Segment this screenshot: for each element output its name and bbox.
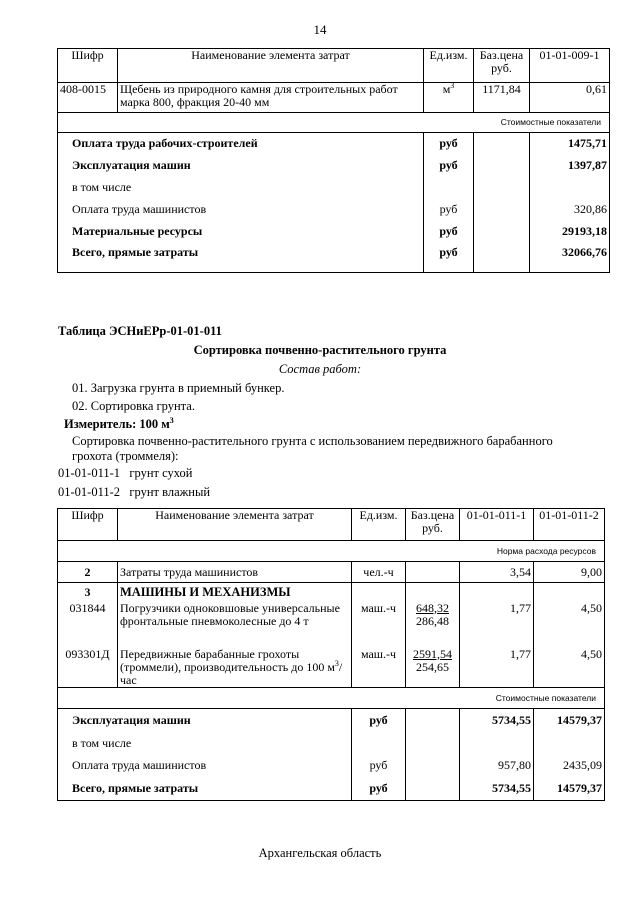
header-code: Шифр: [58, 509, 118, 541]
summary-label: в том числе: [58, 733, 352, 755]
row-value-1: 3,54: [460, 562, 534, 583]
summary-label: Оплата труда машинистов: [58, 199, 424, 221]
machine-unit: маш.-ч: [352, 648, 406, 688]
summary-unit: руб: [352, 709, 406, 733]
summary-unit: руб: [424, 221, 474, 243]
row-unit: чел.-ч: [352, 562, 406, 583]
header-norm-2: 01-01-011-2: [534, 509, 605, 541]
description: Сортировка почвенно-растительного грунта с использованием передвижного барабанного грохота (троммеля):: [72, 434, 553, 463]
header-norm: 01-01-009-1: [530, 49, 610, 83]
summary-unit: руб: [424, 155, 474, 177]
header-name: Наименование элемента затрат: [118, 509, 352, 541]
machine-name: Погрузчики одноковшовые универсальные фронтальные пневмоколесные до 4 т: [118, 602, 352, 648]
summary-label: Оплата труда рабочих-строителей: [58, 133, 424, 155]
machine-price: 2591,54 254,65: [406, 648, 460, 688]
work-step: 02. Сортировка грунта.: [72, 399, 195, 413]
group-name: МАШИНЫ И МЕХАНИЗМЫ: [118, 583, 352, 602]
norm-label: Норма расхода ресурсов: [58, 541, 605, 562]
work-step: 01. Загрузка грунта в приемный бункер.: [72, 381, 285, 395]
header-norm-1: 01-01-011-1: [460, 509, 534, 541]
summary-label: Эксплуатация машин: [58, 709, 352, 733]
summary-value: 320,86: [530, 199, 610, 221]
summary-value-1: 957,80: [460, 755, 534, 777]
table-title: Таблица ЭСНиЕРр-01-01-011: [58, 324, 222, 338]
row-code: 408-0015: [58, 83, 118, 113]
machine-price: 648,32 286,48: [406, 602, 460, 648]
summary-unit: руб: [352, 777, 406, 801]
summary-unit: руб: [424, 243, 474, 273]
summary-value-2: 14579,37: [534, 777, 605, 801]
page-number: 14: [313, 22, 327, 37]
header-code: Шифр: [58, 49, 118, 83]
variant: 01-01-011-2 грунт влажный: [58, 485, 211, 499]
summary-label: Эксплуатация машин: [58, 155, 424, 177]
section-heading: Сортировка почвенно-растительного грунта: [193, 343, 447, 357]
header-name: Наименование элемента затрат: [118, 49, 424, 83]
row-value-2: 9,00: [534, 562, 605, 583]
machine-value-1: 1,77: [460, 602, 534, 648]
composition-title: Состав работ:: [278, 362, 362, 376]
machine-code: 031844: [58, 602, 118, 648]
summary-value-2: 14579,37: [534, 709, 605, 733]
header-unit: Ед.изм.: [424, 49, 474, 83]
summary-unit: руб: [424, 199, 474, 221]
row-name: Щебень из природного камня для строительных работ марка 800, фракция 20-40 мм: [118, 83, 424, 113]
machine-value-2: 4,50: [534, 648, 605, 688]
summary-unit: руб: [352, 755, 406, 777]
summary-unit: руб: [424, 133, 474, 155]
machine-value-1: 1,77: [460, 648, 534, 688]
header-price: Баз.цена руб.: [406, 509, 460, 541]
row-price: 1171,84: [474, 83, 530, 113]
machine-name: Передвижные барабанные грохоты (троммели), производительность до 100 $м^3$/час: [118, 648, 352, 688]
cost-table-2: [57, 508, 605, 801]
summary-value: 1397,87: [530, 155, 610, 177]
summary-value: 32066,76: [530, 243, 610, 273]
variant: 01-01-011-1 грунт сухой: [58, 466, 193, 480]
summary-value-1: 5734,55: [460, 709, 534, 733]
row-name: Затраты труда машинистов: [118, 562, 352, 583]
summary-label: Всего, прямые затраты: [58, 777, 352, 801]
summary-label: в том числе: [58, 177, 424, 199]
summary-label: Оплата труда машинистов: [58, 755, 352, 777]
row-code: 2: [58, 562, 118, 583]
row-unit: $м^3$: [424, 83, 474, 113]
header-price: Баз.цена руб.: [474, 49, 530, 83]
summary-value: 29193,18: [530, 221, 610, 243]
row-value: 0,61: [530, 83, 610, 113]
group-code: 3: [58, 583, 118, 602]
footer-region: Архангельская область: [258, 846, 382, 860]
summary-value: 1475,71: [530, 133, 610, 155]
summary-label: Материальные ресурсы: [58, 221, 424, 243]
machine-unit: маш.-ч: [352, 602, 406, 648]
machine-code: 093301Д: [58, 648, 118, 688]
section-label: Стоимостные показатели: [58, 688, 605, 709]
section-label: Стоимостные показатели: [58, 113, 610, 133]
header-unit: Ед.изм.: [352, 509, 406, 541]
machine-value-2: 4,50: [534, 602, 605, 648]
meter: Измеритель: 100 $м^3$: [64, 415, 174, 431]
summary-label: Всего, прямые затраты: [58, 243, 424, 273]
summary-value-2: 2435,09: [534, 755, 605, 777]
summary-value-1: 5734,55: [460, 777, 534, 801]
cost-table-1: [57, 48, 610, 273]
